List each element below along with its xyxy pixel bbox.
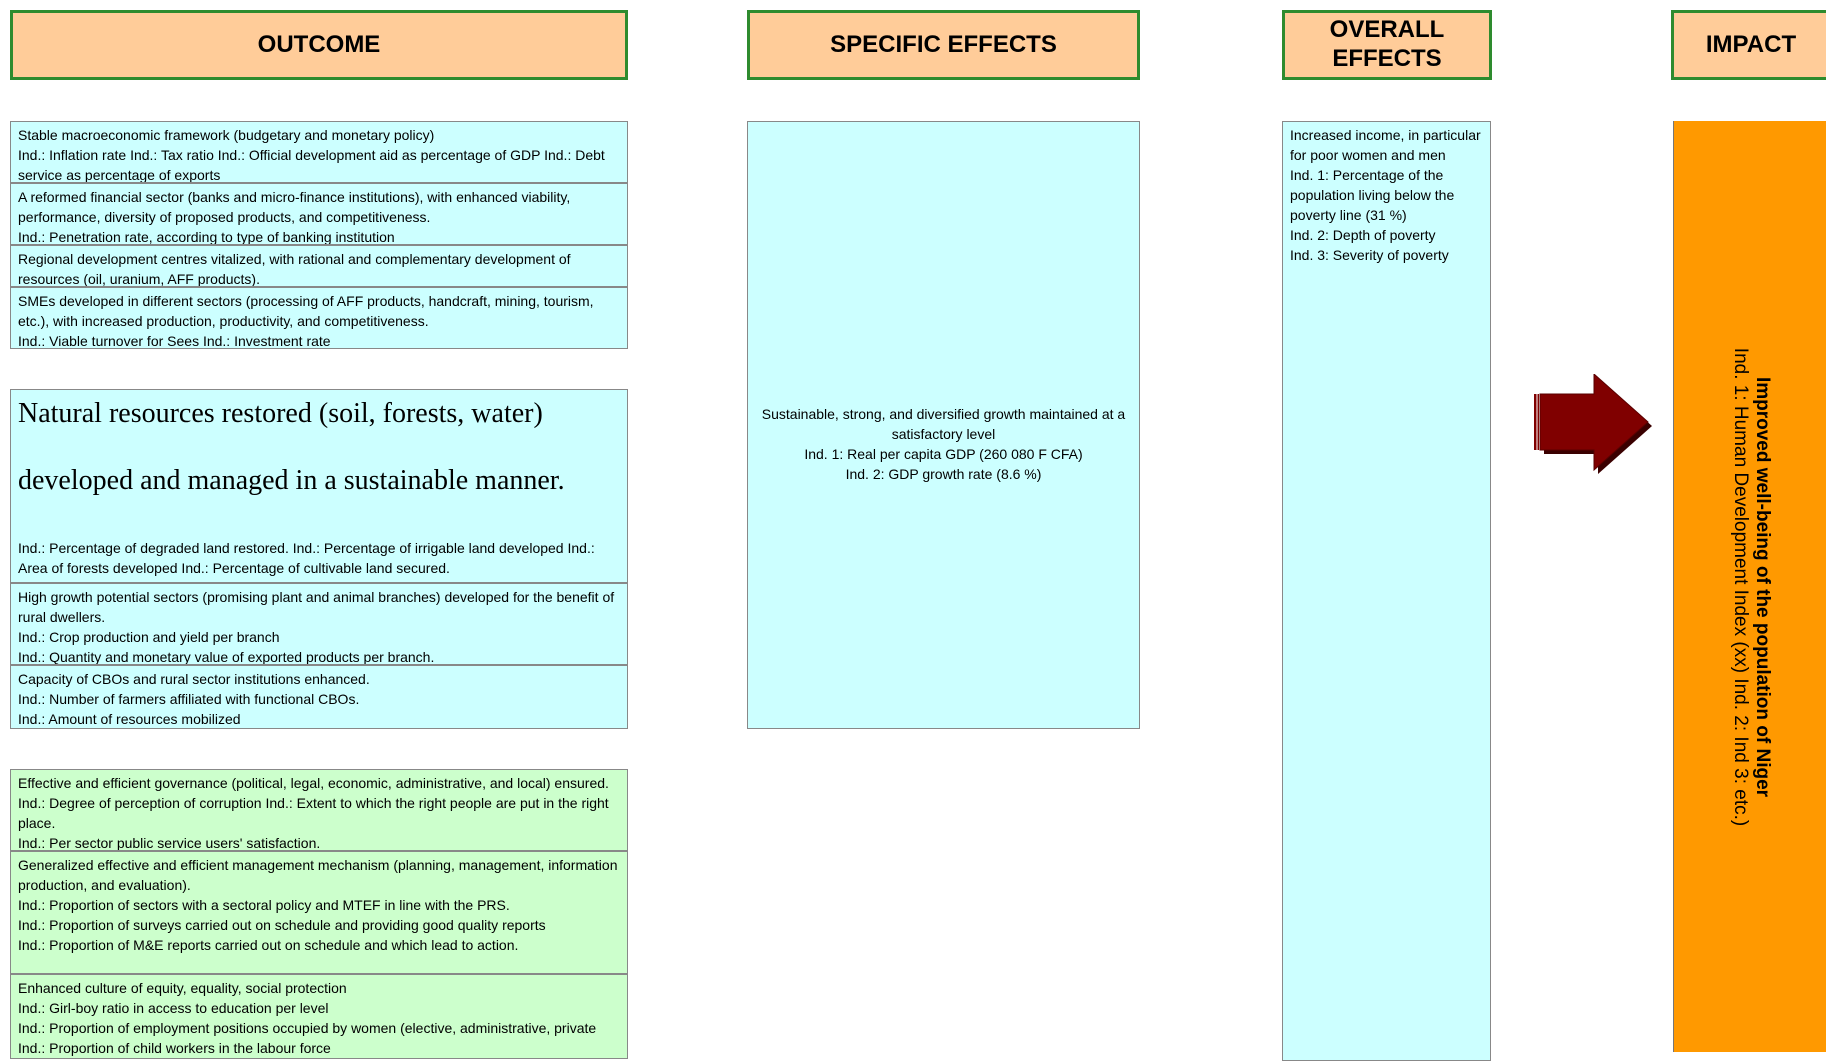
specific-effects-text: Sustainable, strong, and diversified growth maintained at a satisfactory level Ind. 1: Real per capita GDP (260 080 F CFA) Ind. 2: GDP growth rate (8.6 %) — [761, 406, 1126, 482]
outcome-box-management: Generalized effective and efficient management mechanism (planning, management, information production, and evaluation). Ind.: Proportion of sectors with a sectoral policy and MTEF in line with the PRS. Ind.: Proportion of surveys carried out on schedule and providing good quality reports Ind.: Proportion of M&E reports carried out on schedule and which lead to action. — [10, 851, 628, 974]
outcome-box-growth-sectors: High growth potential sectors (promising plant and animal branches) developed for the benefit of rural dwellers. Ind.: Crop production and yield per branch Ind.: Quantity and monetary value of exported products per branch. — [10, 583, 628, 665]
impact-title: Improved well-being of the population of Niger — [1751, 376, 1773, 797]
outcome-box-2: A reformed financial sector (banks and micro-finance institutions), with enhanced viability, performance, diversity of proposed products, and competitiveness. Ind.: Penetration rate, according to type of banking institution — [10, 183, 628, 245]
natural-resources-title-line2: developed and managed in a sustainable manner. — [18, 465, 565, 496]
outcome-box-1: Stable macroeconomic framework (budgetary and monetary policy) Ind.: Inflation rate Ind.: Tax ratio Ind.: Official development aid as percentage of GDP Ind.: Debt service as percentage of exports — [10, 121, 628, 183]
header-overall-effects: OVERALL EFFECTS — [1282, 10, 1492, 80]
impact-text — [1729, 237, 1773, 937]
natural-resources-indicators: Ind.: Percentage of degraded land restored. Ind.: Percentage of irrigable land developed Ind.: Area of forests developed Ind.: Percentage of cultivable land secured. — [18, 540, 595, 576]
header-impact: IMPACT — [1671, 10, 1826, 80]
right-arrow-icon — [1534, 374, 1658, 478]
impact-indicators: Ind. 1: Human Development Index (xx) Ind. 2: Ind 3: etc.) — [1729, 347, 1751, 826]
impact-box — [1673, 121, 1826, 1052]
outcome-box-governance: Effective and efficient governance (political, legal, economic, administrative, and local) ensured. Ind.: Degree of perception of corruption Ind.: Extent to which the right people are put in the right place. Ind.: Per sector public service users' satisfaction. — [10, 769, 628, 851]
overall-effects-box: Increased income, in particular for poor women and men Ind. 1: Percentage of the population living below the poverty line (31 %) Ind. 2: Depth of poverty Ind. 3: Severity of poverty — [1282, 121, 1491, 1061]
outcome-box-equity: Enhanced culture of equity, equality, social protection Ind.: Girl-boy ratio in access to education per level Ind.: Proportion of employment positions occupied by women (elective, administrative, private Ind.: Proportion of child workers in the labour force — [10, 974, 628, 1059]
header-specific-effects: SPECIFIC EFFECTS — [747, 10, 1140, 80]
specific-effects-box — [747, 121, 1140, 729]
outcome-box-3: Regional development centres vitalized, with rational and complementary development of resources (oil, uranium, AFF products). — [10, 245, 628, 287]
natural-resources-spacer — [18, 498, 620, 538]
outcome-box-4: SMEs developed in different sectors (processing of AFF products, handcraft, mining, tourism, etc.), with increased production, productivity, and competitiveness. Ind.: Viable turnover for Sees Ind.: Investment rate — [10, 287, 628, 349]
natural-resources-title-line1: Natural resources restored (soil, forests, water) — [18, 398, 543, 429]
header-outcome: OUTCOME — [10, 10, 628, 80]
outcome-natural-resources-box — [10, 389, 628, 583]
outcome-box-cbo-capacity: Capacity of CBOs and rural sector institutions enhanced. Ind.: Number of farmers affiliated with functional CBOs. Ind.: Amount of resources mobilized — [10, 665, 628, 729]
